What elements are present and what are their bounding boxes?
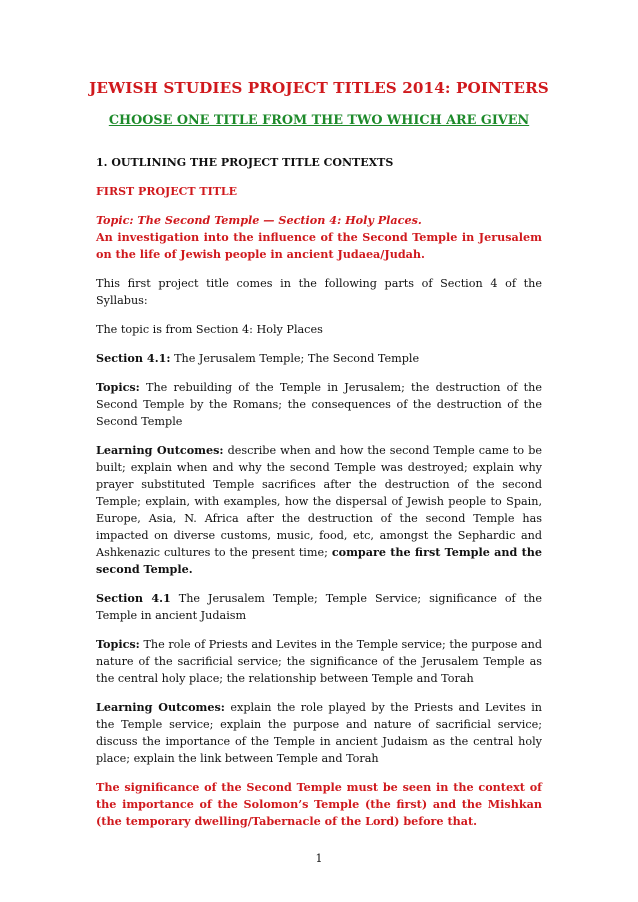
section-text: The Jerusalem Temple; Temple Service; significance of the Temple in ancient Judaism — [96, 592, 542, 622]
investigation-title: An investigation into the influence of the Second Temple in Jerusalem on the life of Jewish people in ancient Judaea/Judah. — [96, 230, 542, 261]
page-title: JEWISH STUDIES PROJECT TITLES 2014: POINTERS — [89, 79, 549, 97]
topics-text: The role of Priests and Levites in the Temple service; the purpose and nature of the sacrificial service; the significance of the Jerusalem Temple as the central holy place; the relationship between Temple and Torah — [96, 638, 542, 685]
section-label: Section 4.1 — [96, 591, 171, 605]
page-number: 1 — [315, 852, 323, 865]
topics-text: The rebuilding of the Temple in Jerusalem; the destruction of the Second Temple by the Romans; the consequences of the destruction of the Second Temple — [96, 381, 542, 428]
intro-paragraph-2: The topic is from Section 4: Holy Places — [96, 323, 323, 336]
page-subtitle: CHOOSE ONE TITLE FROM THE TWO WHICH ARE GIVEN — [108, 113, 530, 128]
topics-paragraph-2 — [96, 636, 542, 687]
topics-label: Topics: — [96, 380, 140, 394]
intro-paragraph-1: This first project title comes in the following parts of Section 4 of the Syllabus: — [96, 277, 542, 307]
section-4-1-paragraph-a — [96, 350, 542, 367]
document-body — [89, 78, 549, 830]
learning-outcomes-paragraph-1 — [96, 442, 542, 578]
learning-outcomes-paragraph-2 — [96, 699, 542, 767]
section-text: The Jerusalem Temple; The Second Temple — [170, 352, 420, 365]
section-label: Section 4.1: — [96, 351, 171, 365]
topics-paragraph-1 — [96, 379, 542, 430]
learning-outcomes-label: Learning Outcomes: — [96, 443, 224, 457]
section-heading: 1. OUTLINING THE PROJECT TITLE CONTEXTS — [96, 156, 394, 169]
section-4-1-paragraph-b — [96, 590, 542, 624]
topic-line: Topic: The Second Temple — Section 4: Holy Places. — [96, 213, 422, 227]
closing-statement: The significance of the Second Temple must be seen in the context of the importance of the Solomon’s Temple (the first) and the Mishkan (the temporary dwelling/Tabernacle of the Lord) before that. — [96, 780, 542, 828]
learning-outcomes-bold-tail: compare the first Temple and the second Temple. — [96, 545, 542, 576]
topics-label: Topics: — [96, 637, 140, 651]
first-project-title-heading: FIRST PROJECT TITLE — [96, 185, 238, 198]
learning-outcomes-text: describe when and how the second Temple came to be built; explain when and why the second Temple was destroyed; explain why prayer substituted Temple sacrifices after the destruction of the second Temple; explain, with examples, how the dispersal of Jewish people to Spain, Europe, Asia, N. Africa after the destruction of the second Temple has impacted on diverse customs, music, food, etc, amongst the Sephardic and Ashkenazic cultures to the present time; — [96, 444, 542, 559]
learning-outcomes-label: Learning Outcomes: — [96, 700, 225, 714]
learning-outcomes-text: explain the role played by the Priests and Levites in the Temple service; explain the purpose and nature of sacrificial service; discuss the importance of the Temple in ancient Judaism as the central holy place; explain the link between Temple and Torah — [96, 701, 542, 765]
